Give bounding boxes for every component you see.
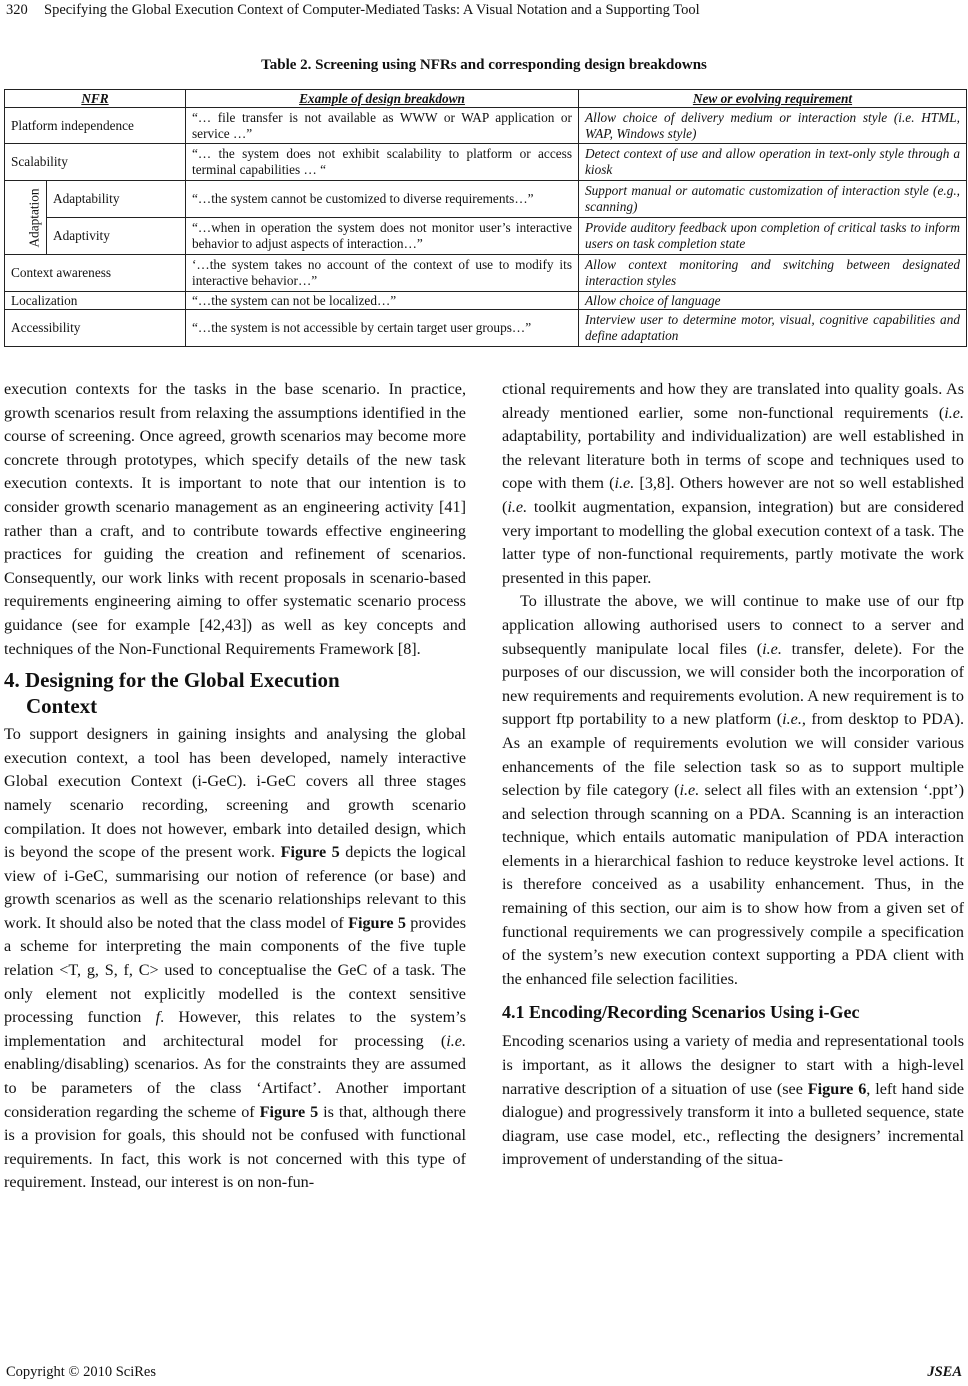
figure-ref: Figure 5 bbox=[348, 913, 406, 932]
requirement-cell: Support manual or automatic customization of interaction style (e.g., scanning) bbox=[579, 181, 967, 218]
nfr-cell: Scalability bbox=[5, 144, 186, 181]
example-cell: “…when in operation the system does not monitor user’s interactive behavior to adjust aspects of interaction…” bbox=[186, 218, 579, 255]
figure-ref: Figure 6 bbox=[807, 1079, 867, 1098]
requirement-cell: Allow context monitoring and switching between designated interaction styles bbox=[579, 255, 967, 292]
requirement-cell: Allow choice of delivery medium or interaction style (i.e. HTML, WAP, Windows style) bbox=[579, 108, 967, 144]
nfr-cell: Context awareness bbox=[5, 255, 186, 292]
table-row bbox=[5, 292, 967, 310]
paragraph: To support designers in gaining insights and analysing the global execution context, a tool has been developed, namely interactive Global execution Context (i-GeC). i-GeC covers all three stages namely scenario recording, screening and growth scenario compilation. It does not however, embark into detailed design, which is beyond the scope of the present work. Figure 5 depicts the logical view of i-GeC, summarising our notion of reference (or base) and growth scenarios as well as the scenario relationships relevant to this work. It should also be noted that the class model of Figure 5 provides a scheme for interpreting the main components of the five tuple relation <T, g, S, f, C> used to conceptualise the GeC of a task. The only element not explicitly modelled is the context sensitive processing function f. However, this relates to the system’s implementation and architectural model for processing (i.e. enabling/disabling) scenarios. As for the constraints they are assumed to be parameters of the class ‘Artifact’. Another important consideration regarding the scheme of Figure 5 is that, although there is a provision for goals, this should not be confused with functional requirements. In fact, this work is not concerned with this type of requirement. Instead, our interest is on non-fun- bbox=[4, 725, 467, 1192]
left-column bbox=[4, 378, 466, 1195]
nfr-cell: Adaptivity bbox=[47, 218, 186, 255]
paragraph: execution contexts for the tasks in the base scenario. In practice, growth scenarios result from relaxing the assumptions identified in the course of screening. Once agreed, growth scenarios may become more concrete through prototypes, which specify details of the new task execution contexts. It is important to note that our intention is to consider growth scenario management as an engineering activity [41] rather than a craft, and to contribute towards effective engineering practices for guiding the creation and refinement of scenarios. Consequently, our work links with recent proposals in scenario-based requirements engineering aiming to offer systematic scenario process guidance (see for example [42,43]) as well as key concepts and techniques of the Non-Functional Requirements Framework [8]. bbox=[4, 380, 466, 658]
column-header-nfr: NFR bbox=[5, 90, 186, 108]
requirement-cell: Allow choice of language bbox=[579, 292, 967, 310]
table-row bbox=[5, 310, 967, 347]
nfr-cell: Adaptability bbox=[47, 181, 186, 218]
running-title: Specifying the Global Execution Context of Computer-Mediated Tasks: A Visual Notation and a Supporting Tool bbox=[44, 2, 700, 18]
paragraph: ctional requirements and how they are translated into quality goals. As already mentioned earlier, some non-functional requirements (i.e. adaptability, portability and individualization) are well established in the relevant literature both in terms of scope and techniques used to cope with them (i.e. [3,8]. Others however are not so well established (i.e. toolkit augmentation, expansion, integration) but are considered very important to modelling the global execution context of a task. The latter type of non-functional requirements, partly motivate the work presented in this paper. bbox=[502, 380, 964, 587]
table-row bbox=[5, 144, 967, 181]
table-header-row bbox=[5, 90, 967, 108]
example-cell: ‘…the system takes no account of the context of use to modify its interactive behavior…” bbox=[186, 255, 579, 292]
adaptation-group-label: Adaptation bbox=[26, 187, 42, 248]
adaptation-group-cell bbox=[5, 181, 47, 255]
paragraph: To illustrate the above, we will continue to make use of our ftp application allowing authorised users to connect to a server and subsequently manipulate local files (i.e. transfer, delete). For the purposes of our discussion, we will consider both the incorporation of new requirements and requirements evolution. A new requirement is to support ftp portability to a new platform (i.e., from desktop to PDA). As an example of requirements evolution we will consider various enhancements of the file selection task so as to support multiple selection by file category (i.e. select all files with an extension ‘.ppt’) and selection through scanning on a PDA. Scanning is an interaction technique, which entails automatic manipulation of PDA interaction elements in a hierarchical fashion to reduce keystroke level actions. It is therefore conceived as a usability enhancement. Thus, in the remaining of this section, our aim is to show how from a given set of functional requirements we can progressively compile a specification of the system’s new execution context supporting a PDA client with the enhanced file selection facilities. bbox=[502, 592, 965, 988]
table-row bbox=[5, 181, 967, 218]
copyright-notice: Copyright © 2010 SciRes bbox=[6, 1364, 156, 1380]
journal-abbrev: JSEA bbox=[927, 1364, 962, 1380]
requirement-cell: Detect context of use and allow operation in text-only style through a kiosk bbox=[579, 144, 967, 181]
requirement-cell: Interview user to determine motor, visual, cognitive capabilities and define adaptation bbox=[579, 310, 967, 347]
nfr-cell: Accessibility bbox=[5, 310, 186, 347]
table-row bbox=[5, 108, 967, 144]
right-column bbox=[502, 378, 964, 1172]
table-caption: Table 2. Screening using NFRs and corresponding design breakdowns bbox=[261, 57, 707, 73]
example-cell: “… file transfer is not available as WWW or WAP application or service …” bbox=[186, 108, 579, 144]
requirement-cell: Provide auditory feedback upon completion of critical tasks to inform users on task completion state bbox=[579, 218, 967, 255]
page-footer bbox=[6, 1364, 962, 1384]
nfr-cell: Localization bbox=[5, 292, 186, 310]
page-number: 320 bbox=[6, 2, 28, 18]
example-cell: “…the system is not accessible by certain target user groups…” bbox=[186, 310, 579, 347]
section-heading: 4. Designing for the Global Execution Context bbox=[4, 668, 340, 719]
subsection-heading: 4.1 Encoding/Recording Scenarios Using i-Gec bbox=[502, 1002, 860, 1023]
figure-ref: Figure 5 bbox=[280, 843, 340, 862]
running-header bbox=[6, 2, 962, 22]
table-row bbox=[5, 255, 967, 292]
nfr-table bbox=[4, 89, 967, 347]
example-cell: “…the system can not be localized…” bbox=[186, 292, 579, 310]
table-row bbox=[5, 218, 967, 255]
column-header-example: Example of design breakdown bbox=[186, 90, 579, 108]
example-cell: “…the system cannot be customized to diverse requirements…” bbox=[186, 181, 579, 218]
example-cell: “… the system does not exhibit scalability to platform or access terminal capabilities … “ bbox=[186, 144, 579, 181]
column-header-requirement: New or evolving requirement bbox=[579, 90, 967, 108]
nfr-cell: Platform independence bbox=[5, 108, 186, 144]
figure-ref: Figure 5 bbox=[259, 1102, 319, 1121]
paragraph: Encoding scenarios using a variety of media and representational tools is important, as it allows the designer to start with a high-level narrative description of a situation of use (see Figure 6, left hand side dialogue) and progressively transform it into a bulleted sequence, state diagram, use case model, etc., reflecting the designers’ incremental improvement of understanding of the situa- bbox=[502, 1032, 964, 1169]
